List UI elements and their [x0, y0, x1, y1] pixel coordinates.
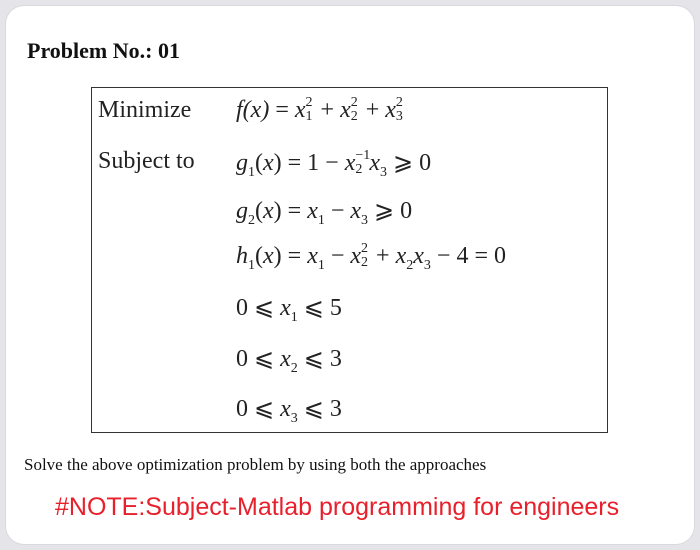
note-text: #NOTE:Subject-Matlab programming for engineers	[55, 493, 620, 521]
bound-x2: 0 ⩽ $x_2$ ⩽ 3	[236, 346, 342, 376]
g1-symbol: g	[236, 150, 248, 176]
g2-symbol: g	[236, 198, 248, 224]
subject-to-label: Subject to	[98, 148, 195, 174]
h1-symbol: h	[236, 243, 248, 269]
instruction-text: Solve the above optimization problem by using both the approaches	[24, 455, 487, 474]
objective-function: f(x) = x 2 1 + x 2 2 + x 2 3	[236, 95, 403, 124]
constraint-g2: $g_2(x) = x_1 - x_3$ ⩾ 0	[236, 198, 413, 228]
problem-title: Problem No.: 01	[27, 38, 180, 63]
constraint-h1: $h_1(x) = x_1 - x$ 2 2 + $x_2x_3 - 4 = 0$	[236, 241, 506, 273]
objective-lhs: f(x)	[236, 97, 270, 123]
bound-x3: 0 ⩽ $x_3$ ⩽ 3	[236, 396, 342, 426]
bound-x1: 0 ⩽ $x_1$ ⩽ 5	[236, 295, 342, 325]
constraint-g1: $g_1(x) = 1 - x$ −1 2 $x_3$ ⩾ 0	[236, 148, 432, 180]
minimize-label: Minimize	[98, 97, 192, 123]
